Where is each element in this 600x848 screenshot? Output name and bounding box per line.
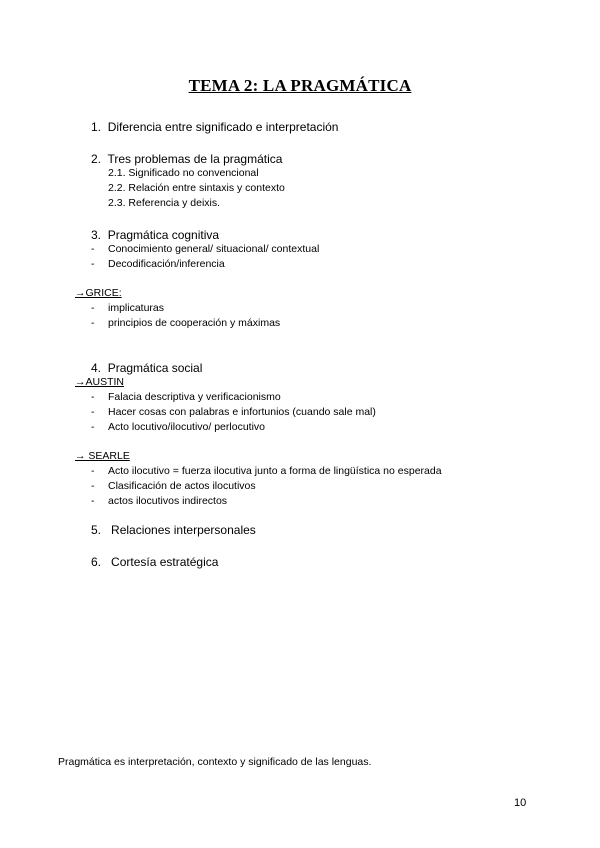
section-4 (91, 361, 202, 375)
list-dash: - (91, 391, 95, 403)
grice-heading: →GRICE: (75, 287, 122, 299)
austin-item-1: Falacia descriptiva y verificacionismo (108, 391, 281, 403)
section-2-label: Tres problemas de la pragmática (107, 152, 283, 166)
list-dash: - (91, 302, 95, 314)
list-dash: - (91, 317, 95, 329)
section-3-number: 3. (91, 228, 102, 242)
searle-item-2: Clasificación de actos ilocutivos (108, 480, 256, 492)
section-1-label: Diferencia entre significado e interpretación (107, 120, 339, 134)
list-dash: - (91, 465, 95, 477)
section-3-item-1: Conocimiento general/ situacional/ contextual (108, 243, 320, 255)
grice-item-2: principios de cooperación y máximas (108, 317, 281, 329)
section-6 (91, 555, 218, 569)
list-dash: - (91, 243, 95, 255)
section-4-number: 4. (91, 361, 102, 375)
austin-heading: →AUSTIN (75, 376, 125, 388)
searle-item-1: Acto ilocutivo = fuerza ilocutiva junto a forma de lingüística no esperada (108, 465, 442, 477)
section-5 (91, 523, 256, 537)
section-2 (91, 152, 282, 166)
grice-item-1: implicaturas (108, 302, 165, 314)
section-3-item-2: Decodificación/inferencia (108, 258, 225, 270)
section-4-label: Pragmática social (107, 361, 203, 375)
section-1 (91, 120, 338, 134)
list-dash: - (91, 480, 95, 492)
searle-heading: → SEARLE (75, 450, 130, 462)
section-3-label: Pragmática cognitiva (107, 228, 220, 242)
section-5-label: Relaciones interpersonales (111, 523, 256, 537)
page-number: 10 (514, 797, 527, 809)
section-6-label: Cortesía estratégica (111, 555, 219, 569)
austin-item-3: Acto locutivo/ilocutivo/ perlocutivo (108, 421, 265, 433)
section-6-number: 6. (91, 555, 102, 569)
section-1-number: 1. (91, 120, 102, 134)
austin-item-2: Hacer cosas con palabras e infortunios (cuando sale mal) (108, 406, 376, 418)
list-dash: - (91, 495, 95, 507)
list-dash: - (91, 406, 95, 418)
page-title: TEMA 2: LA PRAGMÁTICA (188, 76, 412, 95)
summary-footer: Pragmática es interpretación, contexto y significado de las lenguas. (58, 756, 372, 768)
section-2-sub-1: 2.1. Significado no convencional (108, 167, 259, 179)
section-3 (91, 228, 219, 242)
section-2-sub-2: 2.2. Relación entre sintaxis y contexto (108, 182, 285, 194)
section-2-sub-3: 2.3. Referencia y deixis. (108, 197, 221, 209)
searle-item-3: actos ilocutivos indirectos (108, 495, 228, 507)
section-5-number: 5. (91, 523, 102, 537)
section-2-number: 2. (91, 152, 102, 166)
list-dash: - (91, 258, 95, 270)
list-dash: - (91, 421, 95, 433)
